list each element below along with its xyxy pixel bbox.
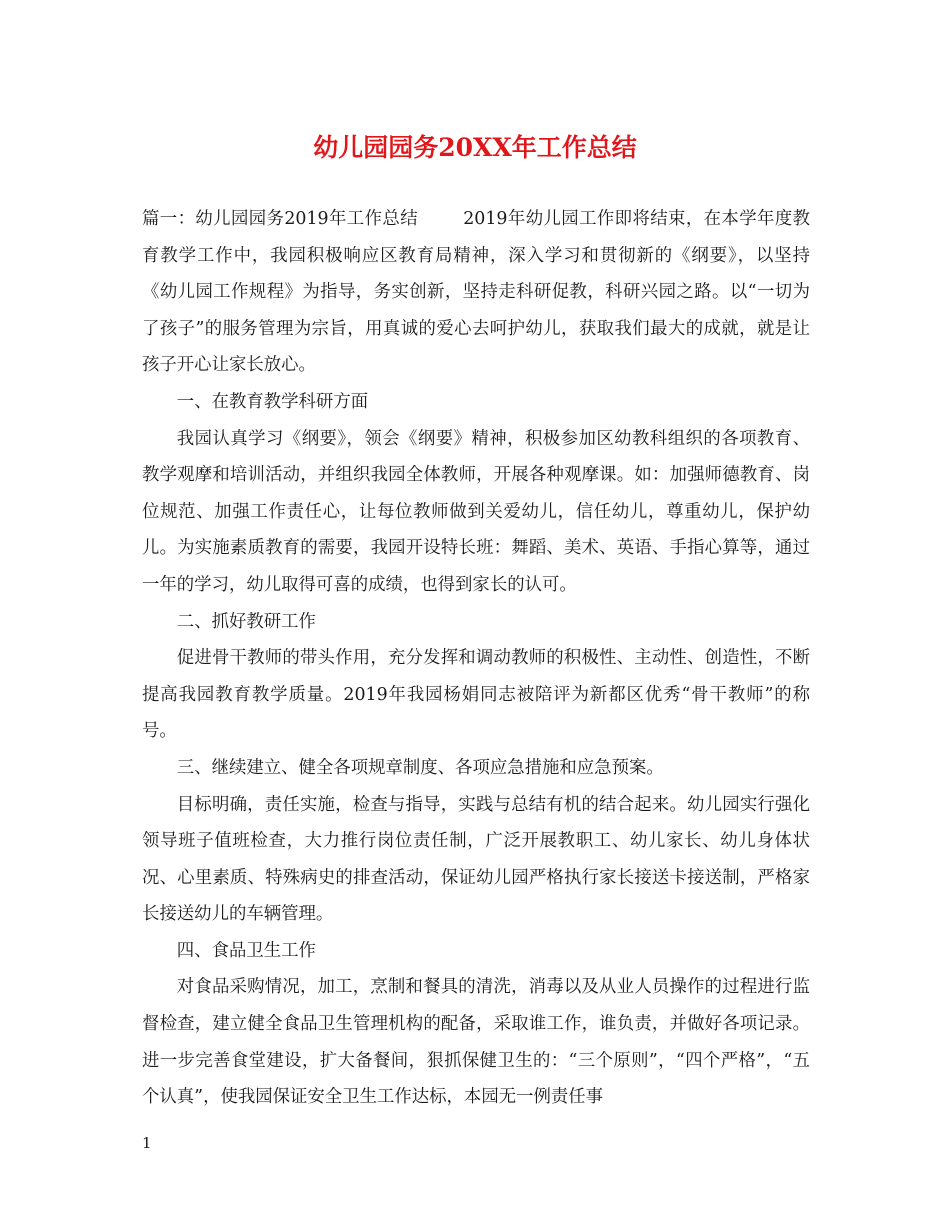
section-text-1: 我园认真学习《纲要》，领会《纲要》精神，积极参加区幼教科组织的各项教育、教学观摩和培训活动，并组织我园全体教师，开展各种观摩课。如：加强师德教育、岗位规范、加强工作责任心，让每位教师做到关爱幼儿，信任幼儿，尊重幼儿，保护幼儿。为实施素质教育的需要，我园开设特长班：舞蹈、美术、英语、手指心算等，通过一年的学习，幼儿取得可喜的成绩，也得到家长的认可。: [142, 428, 810, 595]
section-text-3: 目标明确，责任实施，检查与指导，实践与总结有机的结合起来。幼儿园实行强化领导班子值班检查，大力推行岗位责任制，广泛开展教职工、幼儿家长、幼儿身体状况、心里素质、特殊病史的排查活动，保证幼儿园严格执行家长接送卡接送制，严格家长接送幼儿的车辆管理。: [142, 794, 810, 925]
document-title: 幼儿园园务20XX年工作总结: [313, 133, 637, 162]
section-text-4: 对食品采购情况，加工，烹制和餐具的清洗，消毒以及从业人员操作的过程进行监督检查，建立健全食品卫生管理机构的配备，采取谁工作，谁负责，并做好各项记录。进一步完善食堂建设，扩大备餐间，狠抓保健卫生的：“三个原则”，“四个严格”，“五个认真”，使我园保证安全卫生工作达标，本园无一例责任事: [142, 977, 810, 1108]
section-heading-2: 二、抓好教研工作: [176, 611, 316, 632]
section-heading-4: 四、食品卫生工作: [176, 940, 316, 961]
intro-paragraph: [142, 201, 810, 384]
section-heading-3: 三、继续建立、健全各项规章制度、各项应急措施和应急预案。: [176, 757, 664, 778]
section-heading-1: 一、在教育教学科研方面: [176, 391, 369, 412]
section-text-2: 促进骨干教师的带头作用，充分发挥和调动教师的积极性、主动性、创造性，不断提高我园教育教学质量。2019年我园杨娟同志被陪评为新都区优秀“骨干教师”的称号。: [142, 648, 810, 742]
intro-text: 2019年幼儿园工作即将结束，在本学年度教育教学工作中，我园积极响应区教育局精神，深入学习和贯彻新的《纲要》，以坚持《幼儿园工作规程》为指导，务实创新，坚持走科研促教，科研兴园之路。以“一切为了孩子”的服务管理为宗旨，用真诚的爱心去呵护幼儿，获取我们最大的成就，就是让孩子开心让家长放心。: [142, 209, 810, 376]
document-body: [142, 201, 810, 1116]
page-number: 1: [142, 1134, 152, 1152]
intro-heading: 篇一：幼儿园园务2019年工作总结: [142, 209, 418, 229]
